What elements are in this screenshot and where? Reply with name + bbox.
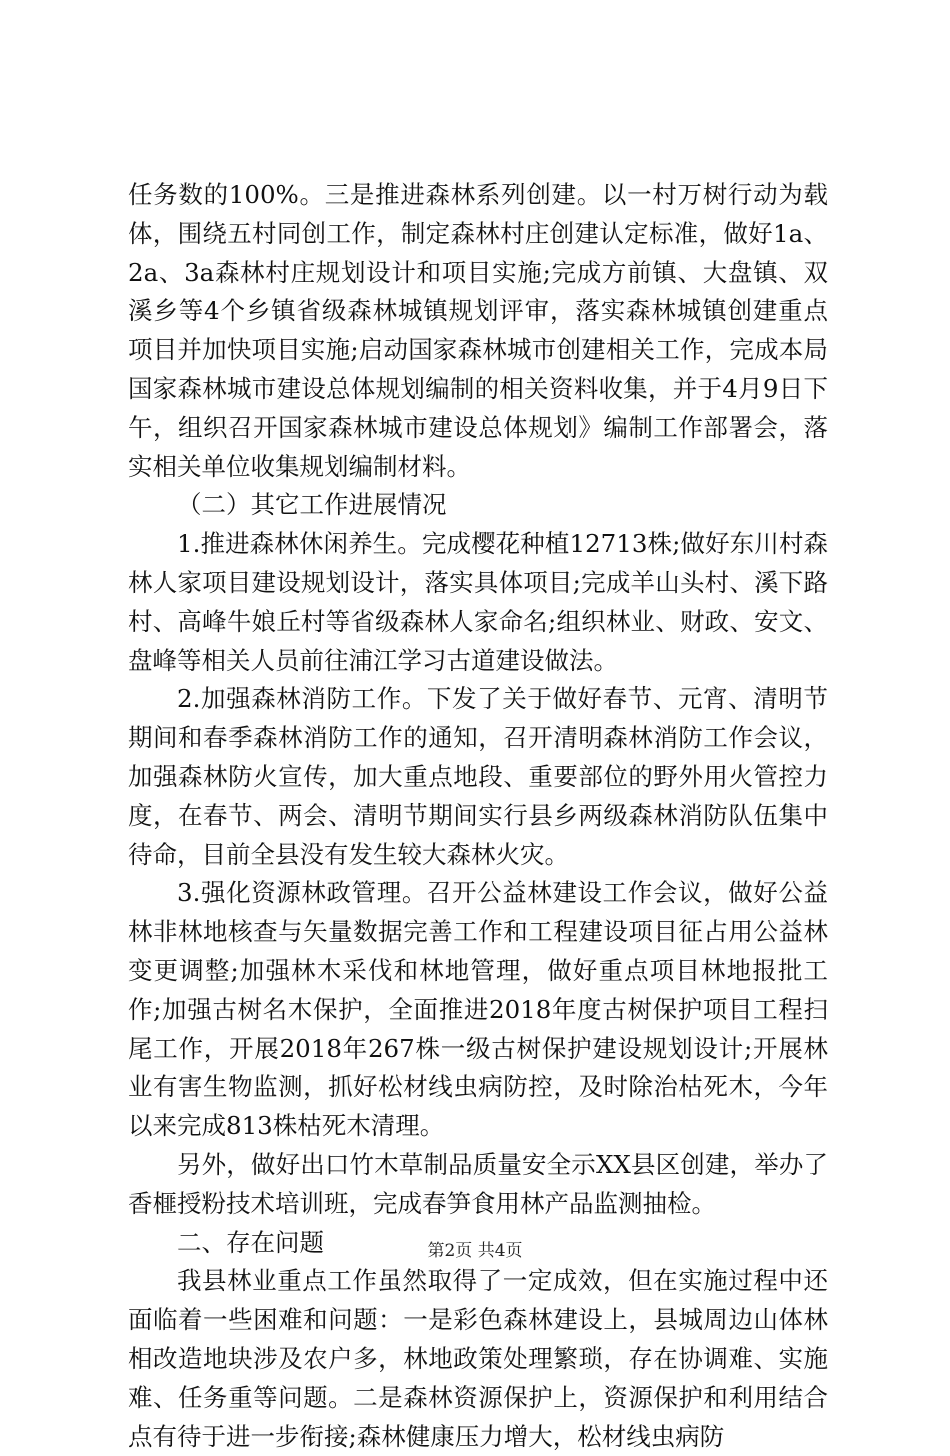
paragraph-forest-leisure: 1.推进森林休闲养生。完成樱花种植12713株;做好东川村森林人家项目建设规划设计，落实具体项目;完成羊山头村、溪下路村、高峰牛娘丘村等省级森林人家命名;组织林业、财政、安文、盘峰等相关人员前往浦江学习古道建设做法。	[128, 529, 828, 675]
paragraph-additional-work: 另外，做好出口竹木草制品质量安全示XX县区创建，举办了香榧授粉技术培训班，完成春笋食用林产品监测抽检。	[128, 1149, 828, 1218]
document-body	[128, 176, 828, 1456]
paragraph-continuation: 任务数的100%。三是推进森林系列创建。以一村万树行动为载体，围绕五村同创工作，制定森林村庄创建认定标准，做好1a、2a、3a森林村庄规划设计和项目实施;完成方前镇、大盘镇、双溪乡等4个乡镇省级森林城镇规划评审，落实森林城镇创建重点项目并加快项目实施;启动国家森林城市创建相关工作，完成本局国家森林城市建设总体规划编制的相关资料收集，并于4月9日下午，组织召开国家森林城市建设总体规划》编制工作部署会，落实相关单位收集规划编制材料。	[128, 180, 828, 481]
paragraph-fire-prevention: 2.加强森林消防工作。下发了关于做好春节、元宵、清明节期间和春季森林消防工作的通知，召开清明森林消防工作会议，加强森林防火宣传，加大重点地段、重要部位的野外用火管控力度，在春节、两会、清明节期间实行县乡两级森林消防队伍集中待命，目前全县没有发生较大森林火灾。	[128, 684, 828, 869]
paragraph-problems: 我县林业重点工作虽然取得了一定成效，但在实施过程中还面临着一些困难和问题：一是彩色森林建设上，县城周边山体林相改造地块涉及农户多，林地政策处理繁琐，存在协调难、实施难、任务重等问题。二是森林资源保护上，资源保护和利用结合点有待于进一步衔接;森林健康压力增大，松材线虫病防	[128, 1266, 828, 1451]
section-heading-other-work: （二）其它工作进展情况	[177, 490, 447, 520]
section-heading-problems: 二、存在问题	[177, 1227, 324, 1257]
paragraph-resource-management: 3.强化资源林政管理。召开公益林建设工作会议，做好公益林非林地核查与矢量数据完善工作和工程建设项目征占用公益林变更调整;加强林木采伐和林地管理，做好重点项目林地报批工作;加强古树名木保护，全面推进2018年度古树保护项目工程扫尾工作，开展2018年267株一级古树保护建设规划设计;开展林业有害生物监测，抓好松材线虫病防控，及时除治枯死木，今年以来完成813株枯死木清理。	[128, 878, 828, 1141]
page-footer: 第2页 共4页	[427, 1241, 523, 1261]
